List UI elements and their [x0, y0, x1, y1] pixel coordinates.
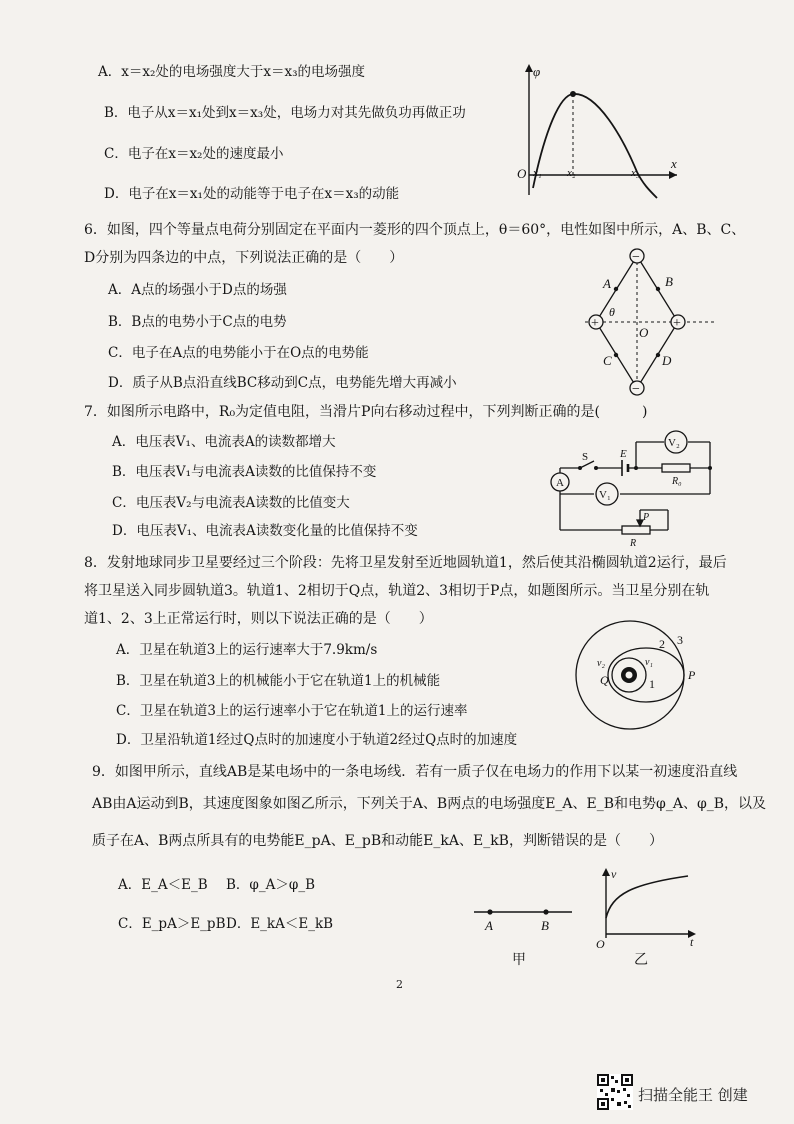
q6-option-c: C．电子在A点的电势能小于在O点的电势能 — [108, 345, 369, 361]
q9-t-axis-label: t — [690, 935, 694, 949]
q5-phi-label: φ — [533, 64, 541, 79]
q7-option-d: D．电压表V₁、电流表A读数变化量的比值保持不变 — [112, 523, 418, 539]
q8-stem-line-1: 8．发射地球同步卫星要经过三个阶段：先将卫星发射至近地圆轨道1，然后使其沿椭圆轨道2运行，最后 — [84, 555, 727, 571]
q6-theta-label: θ — [609, 305, 615, 319]
page-number: 2 — [396, 978, 403, 991]
q8-option-c: C．卫星在轨道3上的运行速率小于它在轨道1上的运行速率 — [116, 703, 468, 719]
q6-right-charge-sign: + — [673, 316, 681, 331]
q6-bottom-charge-sign: − — [632, 382, 640, 397]
q8-stem-line-3: 道1、2、3上正常运行时，则以下说法正确的是（ ） — [84, 611, 433, 627]
q7-option-a: A．电压表V₁、电流表A的读数都增大 — [112, 434, 336, 450]
q7-r0-label: R₀ — [672, 476, 682, 487]
scanner-watermark: 扫描全能王 创建 — [638, 1086, 748, 1104]
q7-circuit-diagram — [550, 430, 720, 549]
q6-stem-line-2: D分别为四条边的中点，下列说法正确的是（ ） — [84, 250, 404, 266]
q8-point-q-label: Q — [600, 673, 609, 687]
q9-velocity-graph — [592, 866, 702, 970]
q7-r-label: R — [630, 538, 637, 549]
q9-option-d: D．E_kA＜E_kB — [226, 916, 334, 932]
q9-fig-yi-caption: 乙 — [634, 953, 648, 968]
q9-field-line-figure — [470, 900, 580, 970]
q7-ammeter-label: A — [556, 477, 564, 489]
q5-x3-label: x₃ — [631, 167, 640, 179]
q8-orbit-2-label: 2 — [659, 637, 665, 651]
q8-option-b: B．卫星在轨道3上的机械能小于它在轨道1上的机械能 — [116, 673, 441, 689]
q7-battery-label: E — [620, 448, 627, 460]
q7-v2-label: V₂ — [668, 437, 680, 449]
q5-potential-graph — [505, 60, 695, 200]
q5-option-a: A．x＝x₂处的电场强度大于x＝x₃的电场强度 — [98, 64, 366, 80]
q9-stem-line-1: 9．如图甲所示，直线AB是某电场中的一条电场线．若有一质子仅在电场力的作用下以某一初速度沿直线 — [92, 764, 738, 780]
q7-p-label: P — [643, 512, 650, 523]
q9-stem-line-3: 质子在A、B两点所具有的电势能E_pA、E_pB和动能E_kA、E_kB，判断错误的是（ ） — [92, 833, 663, 849]
q9-v-axis-label: v — [611, 867, 617, 881]
q9-point-b-label: B — [541, 918, 549, 933]
q5-option-d: D．电子在x＝x₁处的动能等于电子在x＝x₃的动能 — [104, 186, 400, 202]
q6-top-charge-sign: − — [632, 250, 640, 265]
q6-stem-line-1: 6．如图，四个等量点电荷分别固定在平面内一菱形的四个顶点上，θ＝60°，电性如图中所示，A、B、C、 — [84, 222, 746, 238]
q5-x1-label: x₁ — [533, 167, 542, 179]
q7-stem: 7．如图所示电路中，R₀为定值电阻，当滑片P向右移动过程中，下列判断正确的是( ) — [84, 404, 648, 420]
q6-label-a: A — [603, 276, 611, 291]
q6-option-d: D．质子从B点沿直线BC移动到C点，电势能先增大再减小 — [108, 375, 457, 391]
q9-option-a: A．E_A＜E_B — [118, 877, 208, 893]
q7-switch-label: S — [582, 451, 589, 463]
q9-stem-line-2: AB由A运动到B，其速度图象如图乙所示，下列关于A、B两点的电场强度E_A、E_B和电势φ_A、φ_B，以及 — [92, 796, 767, 812]
q7-v1-label: V₁ — [599, 489, 611, 501]
q6-left-charge-sign: + — [591, 316, 599, 331]
q6-option-a: A．A点的场强小于D点的场强 — [108, 282, 287, 298]
q7-option-b: B．电压表V₁与电流表A读数的比值保持不变 — [112, 464, 377, 480]
q7-option-c: C．电压表V₂与电流表A读数的比值变大 — [112, 495, 350, 511]
q5-origin-label: O — [517, 166, 527, 181]
q8-v1-label: v₁ — [645, 657, 653, 668]
q5-x-label: x — [671, 156, 677, 171]
q5-option-b: B．电子从x＝x₁处到x＝x₃处，电场力对其先做负功再做正功 — [104, 105, 466, 121]
qr-code-icon — [597, 1074, 633, 1110]
q9-point-a-label: A — [485, 918, 493, 933]
q9-option-b: B．φ_A＞φ_B — [226, 877, 315, 893]
q8-stem-line-2: 将卫星送入同步圆轨道3。轨道1、2相切于Q点，轨道2、3相切于P点，如题图所示。当卫星分别在轨 — [84, 583, 710, 599]
q9-option-c: C．E_pA＞E_pB — [118, 916, 226, 932]
q5-option-c: C．电子在x＝x₂处的速度最小 — [104, 146, 284, 162]
q6-label-c: C — [603, 353, 612, 368]
q8-option-a: A．卫星在轨道3上的运行速率大于7.9km/s — [116, 642, 378, 658]
q8-orbit-1-label: 1 — [649, 677, 655, 691]
q8-v2-label: v₂ — [597, 658, 605, 669]
q6-rhombus-diagram — [575, 244, 725, 400]
q9-fig-jia-caption: 甲 — [512, 953, 526, 968]
q6-label-o: O — [639, 325, 649, 340]
q5-x2-label: x₂ — [567, 167, 576, 179]
q8-orbit-diagram — [575, 620, 705, 740]
q6-label-d: D — [662, 353, 672, 368]
q6-option-b: B．B点的电势小于C点的电势 — [108, 314, 287, 330]
q6-label-b: B — [665, 274, 673, 289]
q8-point-p-label: P — [688, 668, 696, 682]
q8-option-d: D．卫星沿轨道1经过Q点时的加速度小于轨道2经过Q点时的加速度 — [116, 732, 518, 748]
q8-orbit-3-label: 3 — [677, 633, 683, 647]
q9-origin-label: O — [596, 937, 605, 951]
